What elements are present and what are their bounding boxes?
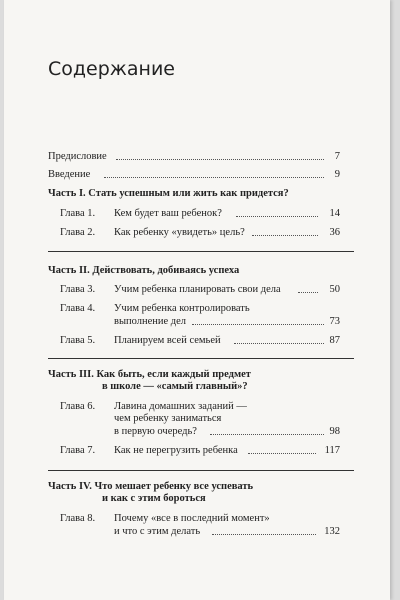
chapter-title-line: Почему «все в последний момент» bbox=[114, 513, 270, 524]
toc-entry-preface[interactable] bbox=[4, 150, 390, 163]
dot-leader bbox=[234, 343, 324, 344]
part-title-line: Часть IV. Что мешает ребенку все успевать bbox=[48, 481, 254, 492]
toc-page-number: 7 bbox=[334, 151, 340, 162]
chapter-title: Кем будет ваш ребенок? bbox=[114, 208, 222, 219]
toc-part-1[interactable] bbox=[4, 187, 390, 200]
chapter-label: Глава 8. bbox=[60, 513, 96, 524]
toc-page-number: 14 bbox=[329, 208, 340, 219]
chapter-label: Глава 1. bbox=[60, 208, 96, 219]
toc-page-number: 50 bbox=[329, 284, 340, 295]
toc-entry-chapter-4[interactable] bbox=[4, 315, 390, 328]
page-title: Содержание bbox=[48, 58, 175, 80]
toc-entry-chapter-3[interactable] bbox=[4, 283, 390, 296]
toc-page-number: 98 bbox=[329, 426, 340, 437]
toc-entry-chapter-1[interactable] bbox=[4, 207, 390, 220]
toc-part-2[interactable] bbox=[4, 264, 390, 277]
dot-leader bbox=[212, 534, 316, 535]
toc-page-number: 117 bbox=[324, 445, 340, 456]
chapter-title: Учим ребенка планировать свои дела bbox=[114, 284, 281, 295]
toc-page-number: 73 bbox=[329, 316, 340, 327]
chapter-title-line: и что с этим делать bbox=[114, 526, 201, 537]
divider bbox=[48, 251, 354, 252]
dot-leader bbox=[104, 177, 324, 178]
dot-leader bbox=[116, 159, 324, 160]
divider bbox=[48, 470, 354, 471]
chapter-title: Как ребенку «увидеть» цель? bbox=[114, 227, 245, 238]
dot-leader bbox=[298, 292, 318, 293]
divider bbox=[48, 358, 354, 359]
dot-leader bbox=[236, 216, 318, 217]
toc-entry-intro[interactable] bbox=[4, 168, 390, 181]
chapter-title-line: выполнение дел bbox=[114, 316, 187, 327]
toc-label: Предисловие bbox=[48, 151, 107, 162]
chapter-title-line: в первую очередь? bbox=[114, 426, 197, 437]
chapter-label: Глава 7. bbox=[60, 445, 96, 456]
part-title-line: в школе — «самый главный»? bbox=[102, 381, 248, 392]
chapter-label: Глава 6. bbox=[60, 401, 96, 412]
part-title: Часть II. Действовать, добиваясь успеха bbox=[48, 265, 240, 276]
toc-entry-chapter-5[interactable] bbox=[4, 334, 390, 347]
chapter-title-line: Учим ребенка контролировать bbox=[114, 303, 250, 314]
part-title-line: и как с этим бороться bbox=[102, 493, 206, 504]
toc-page-number: 9 bbox=[334, 169, 340, 180]
toc-entry-chapter-8[interactable] bbox=[4, 525, 390, 538]
dot-leader bbox=[248, 453, 316, 454]
chapter-label: Глава 2. bbox=[60, 227, 96, 238]
dot-leader bbox=[192, 324, 324, 325]
chapter-label: Глава 5. bbox=[60, 335, 96, 346]
chapter-title-line: Лавина домашних заданий — bbox=[114, 401, 247, 412]
toc-entry-chapter-7[interactable] bbox=[4, 444, 390, 457]
book-page bbox=[4, 0, 390, 600]
dot-leader bbox=[252, 235, 318, 236]
part-title: Часть I. Стать успешным или жить как придется? bbox=[48, 188, 289, 199]
toc-entry-chapter-6[interactable] bbox=[4, 425, 390, 438]
chapter-label: Глава 4. bbox=[60, 303, 96, 314]
toc-page-number: 36 bbox=[329, 227, 340, 238]
toc-entry-chapter-2[interactable] bbox=[4, 226, 390, 239]
toc-label: Введение bbox=[48, 169, 91, 180]
chapter-label: Глава 3. bbox=[60, 284, 96, 295]
toc-page-number: 132 bbox=[324, 526, 340, 537]
chapter-title: Планируем всей семьей bbox=[114, 335, 221, 346]
chapter-title-line: чем ребенку заниматься bbox=[114, 413, 222, 424]
dot-leader bbox=[210, 434, 324, 435]
toc-page-number: 87 bbox=[329, 335, 340, 346]
chapter-title: Как не перегрузить ребенка bbox=[114, 445, 238, 456]
part-title-line: Часть III. Как быть, если каждый предмет bbox=[48, 369, 251, 380]
